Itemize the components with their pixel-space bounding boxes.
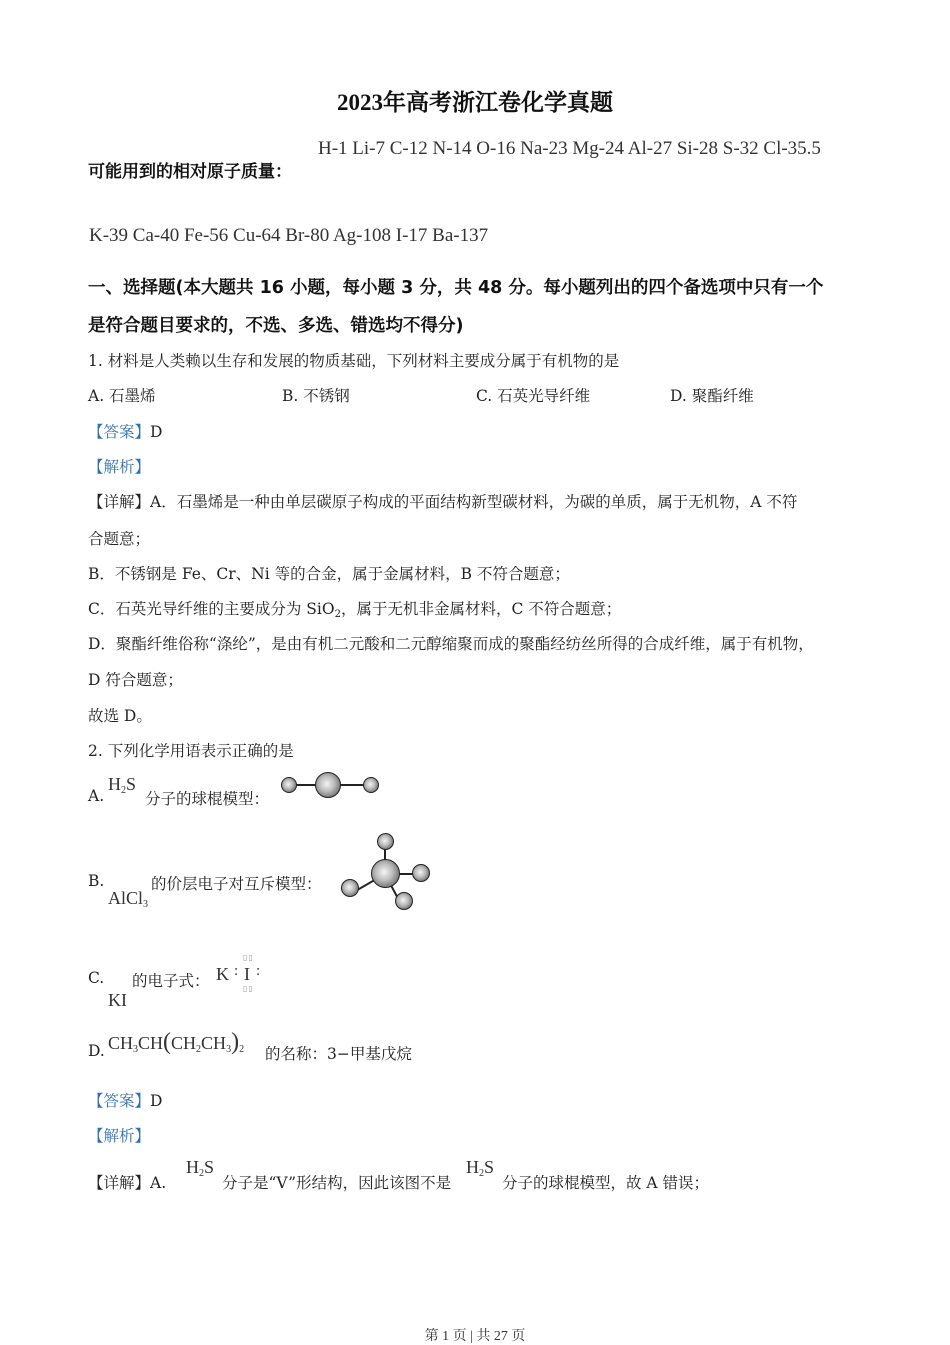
q2-analysis-tag: 【解析】 — [88, 1127, 151, 1145]
q1-detail-line-4: C．石英光导纤维的主要成分为 SiO$_2$，属于无机非金属材料，C 不符合题意； — [88, 600, 622, 620]
q2-option-b-text: 的价层电子对互斥模型： — [151, 875, 322, 893]
q1-option-c: C. 石英光导纤维 — [476, 387, 591, 405]
q2-option-b-formula: AlCl$_3$ — [108, 888, 149, 910]
detail-tag: 【详解】 — [88, 1174, 151, 1192]
q1-detail-line-7: 故选 D。 — [88, 707, 152, 725]
q1-answer — [88, 420, 162, 442]
detail-tag: 【详解】 — [88, 493, 151, 511]
q2-answer — [88, 1089, 162, 1111]
q2-option-d-formula: $CH_3CH(CH_2CH_3)_2$ — [108, 1029, 245, 1055]
answer-tag: 【答案】 — [88, 1092, 151, 1110]
answer-tag: 【答案】 — [88, 423, 151, 441]
q1-option-a: A. 石墨烯 — [88, 387, 156, 405]
q1-detail-line-5: D．聚酯纤维俗称“涤纶”，是由有机二元酸和二元醇缩聚而成的聚酯经纺丝所得的合成纤维，属于有机物， — [88, 635, 814, 653]
q2-option-c-formula: KI — [108, 990, 127, 1010]
q2-stem: 2. 下列化学用语表示正确的是 — [88, 742, 294, 760]
q2-detail-line-1: 【详解】A. — [88, 1174, 167, 1192]
q2-option-a-label: A. — [88, 787, 105, 805]
atomic-mass-line-2: K-39 Ca-40 Fe-56 Cu-64 Br-80 Ag-108 I-17 Ba-137 — [89, 225, 489, 246]
section-heading-line-2: 是符合题目要求的，不选、多选、错选均不得分) — [88, 316, 464, 336]
q1-detail-line-6: D 符合题意； — [88, 671, 183, 689]
atomic-mass-label: 可能用到的相对原子质量： — [88, 162, 292, 182]
answer-value: D — [150, 1092, 163, 1110]
q2-option-b-label: B. — [88, 872, 105, 890]
q2-detail-text-2: 分子的球棍模型，故 A 错误； — [502, 1174, 710, 1192]
q1-detail-line-2: 合题意； — [88, 530, 151, 548]
q1-stem: 1. 材料是人类赖以生存和发展的物质基础，下列材料主要成分属于有机物的是 — [88, 352, 620, 370]
q2-detail-text-1: 分子是“V”形结构，因此该图不是 — [222, 1174, 452, 1192]
q2-option-a-formula: $H_2S$ — [108, 774, 137, 796]
atomic-mass-line-1: H-1 Li-7 C-12 N-14 O-16 Na-23 Mg-24 Al-27 Si-28 S-32 Cl-35.5 — [318, 138, 821, 159]
q1-option-b: B. 不锈钢 — [282, 387, 350, 405]
answer-value: D — [150, 423, 163, 441]
q2-option-d-label: D. — [88, 1042, 105, 1060]
q2-detail-h2s-formula-1: $H_2S$ — [186, 1157, 215, 1179]
q2-option-c-label: C. — [88, 969, 105, 987]
page-title: 2023年高考浙江卷化学真题 — [337, 90, 613, 115]
q2-option-c-text: 的电子式： — [132, 972, 210, 990]
q2-option-d-text: 的名称：3−甲基戊烷 — [265, 1045, 412, 1063]
q2-option-a-text: 分子的球棍模型： — [145, 790, 270, 808]
section-heading-line-1: 一、选择题(本大题共 16 小题，每小题 3 分，共 48 分。每小题列出的四个备选项中只有一个 — [88, 278, 824, 298]
page-footer: 第 1 页 | 共 27 页 — [424, 1329, 526, 1344]
q2-detail-h2s-formula-2: $H_2S$ — [466, 1157, 495, 1179]
q1-detail-line-1: 【详解】A．石墨烯是一种由单层碳原子构成的平面结构新型碳材料，为碳的单质，属于无机物，A 不符 — [88, 493, 798, 511]
q1-analysis-tag: 【解析】 — [88, 458, 151, 476]
q1-detail-line-3: B．不锈钢是 Fe、Cr、Ni 等的合金，属于金属材料，B 不符合题意； — [88, 565, 570, 583]
q1-option-d: D. 聚酯纤维 — [670, 387, 754, 405]
